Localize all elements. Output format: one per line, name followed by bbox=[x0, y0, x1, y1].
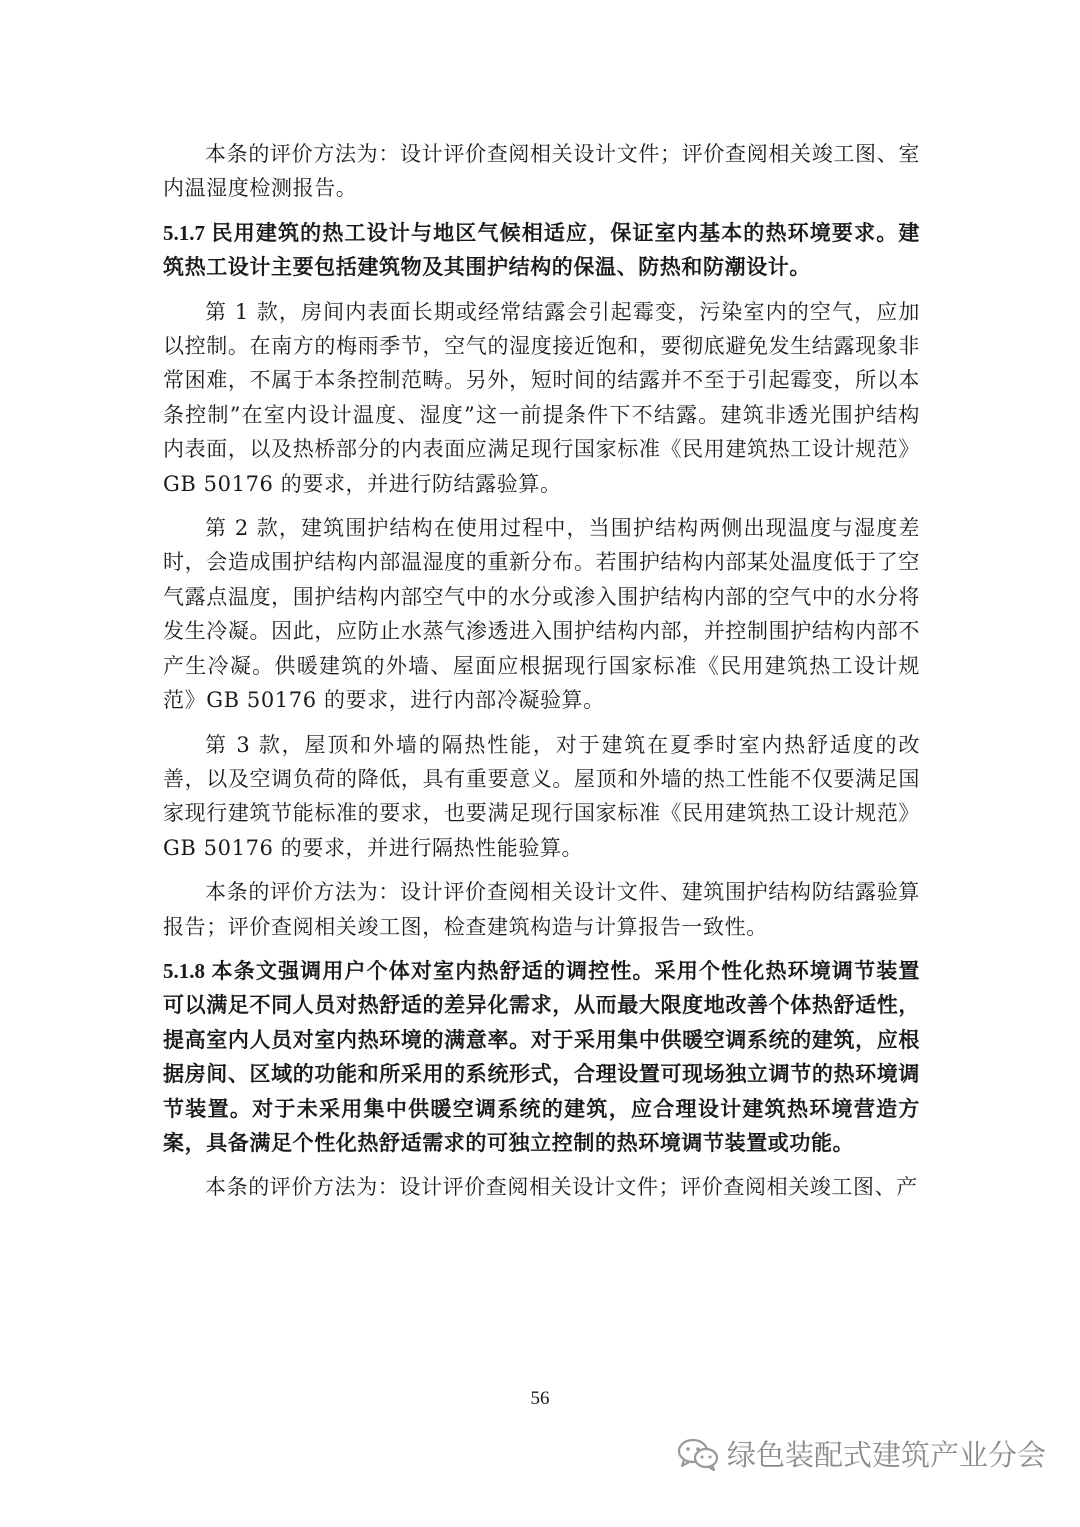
clause-number: 5.1.7 bbox=[163, 220, 205, 245]
paragraph-item-1: 第 1 款，房间内表面长期或经常结露会引起霉变，污染室内的空气，应加以控制。在南方的梅雨季节，空气的湿度接近饱和，要彻底避免发生结露现象非常困难，不属于本条控制范畴。另外，短时间的结露并不至于引起霉变，所以本条控制”在室内设计温度、湿度”这一前提条件下不结露。建筑非透光围护结构内表面，以及热桥部分的内表面应满足现行国家标准《民用建筑热工设计规范》GB 50176 的要求，并进行防结露验算。 bbox=[163, 299, 920, 496]
spacer bbox=[163, 285, 920, 295]
paragraph-clause-5-1-7 bbox=[163, 216, 920, 285]
spacer bbox=[163, 1160, 920, 1170]
spacer bbox=[163, 718, 920, 728]
paragraph-eval-method-2: 本条的评价方法为：设计评价查阅相关设计文件、建筑围护结构防结露验算报告；评价查阅相关竣工图，检查建筑构造与计算报告一致性。 bbox=[163, 880, 920, 939]
paragraph-item-3: 第 3 款，屋顶和外墙的隔热性能，对于建筑在夏季时室内热舒适度的改善，以及空调负荷的降低，具有重要意义。屋顶和外墙的热工性能不仅要满足国家现行建筑节能标准的要求，也要满足现行国家标准《民用建筑热工设计规范》GB 50176 的要求，并进行隔热性能验算。 bbox=[163, 732, 920, 860]
watermark bbox=[677, 1433, 1046, 1474]
page-number: 56 bbox=[530, 1388, 550, 1409]
paragraph-clause-5-1-8 bbox=[163, 954, 920, 1160]
paragraph-item-2: 第 2 款，建筑围护结构在使用过程中，当围护结构两侧出现温度与湿度差时，会造成围护结构内部温湿度的重新分布。若围护结构内部某处温度低于了空气露点温度，围护结构内部空气中的水分或渗入围护结构内部的空气中的水分将发生冷凝。因此，应防止水蒸气渗透进入围护结构内部，并控制围护结构内部不产生冷凝。供暖建筑的外墙、屋面应根据现行国家标准《民用建筑热工设计规范》GB 50176 的要求，进行内部冷凝验算。 bbox=[163, 516, 920, 713]
spacer bbox=[163, 944, 920, 954]
paragraph-eval-method-1: 本条的评价方法为：设计评价查阅相关设计文件；评价查阅相关竣工图、室内温湿度检测报告。 bbox=[163, 142, 920, 201]
clause-number: 5.1.8 bbox=[163, 958, 205, 983]
watermark-text: 绿色装配式建筑产业分会 bbox=[726, 1438, 1046, 1472]
spacer bbox=[163, 501, 920, 511]
paragraph-eval-method-3: 本条的评价方法为：设计评价查阅相关设计文件；评价查阅相关竣工图、产 bbox=[205, 1175, 918, 1200]
spacer bbox=[163, 865, 920, 875]
spacer bbox=[163, 206, 920, 216]
clause-text: 本条文强调用户个体对室内热舒适的调控性。采用个性化热环境调节装置可以满足不同人员对热舒适的差异化需求，从而最大限度地改善个体热舒适性，提高室内人员对室内热环境的满意率。对于采用集中供暖空调系统的建筑，应根据房间、区域的功能和所采用的系统形式，合理设置可现场独立调节的热环境调节装置。对于未采用集中供暖空调系统的建筑，应合理设计建筑热环境营造方案，具备满足个性化热舒适需求的可独立控制的热环境调节装置或功能。 bbox=[163, 957, 920, 1155]
document-body bbox=[163, 137, 920, 1205]
wechat-icon bbox=[677, 1437, 719, 1471]
clause-text: 民用建筑的热工设计与地区气候相适应，保证室内基本的热环境要求。建筑热工设计主要包括建筑物及其围护结构的保温、防热和防潮设计。 bbox=[163, 219, 920, 280]
